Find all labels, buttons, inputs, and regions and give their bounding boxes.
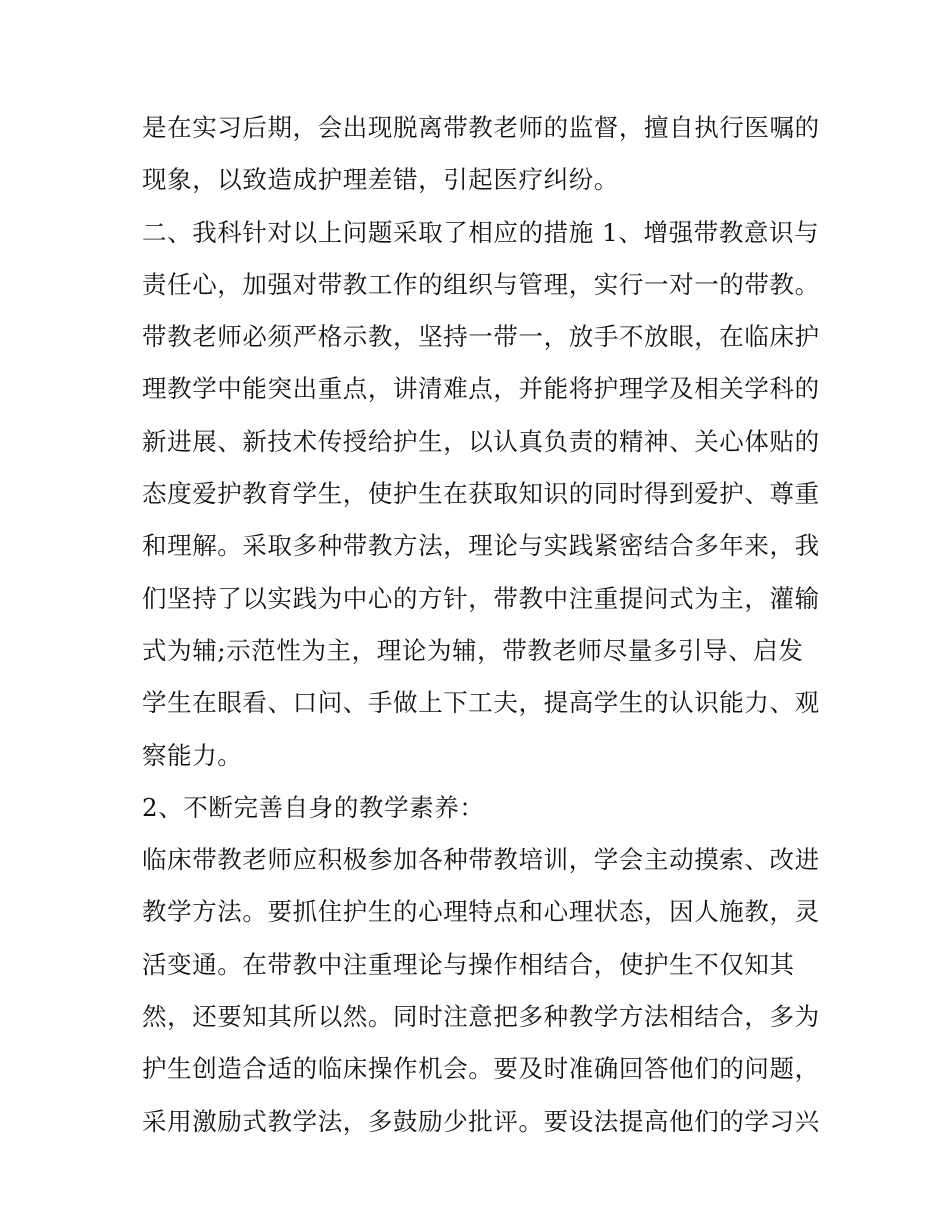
text-line: 式为辅;示范性为主，理论为辅，带教老师尽量多引导、启发 [142,635,804,665]
text-line: 二、我科针对以上问题采取了相应的措施 1、增强带教意识与 [142,217,820,247]
text-line: 教学方法。要抓住护生的心理特点和心理状态，因人施教，灵 [142,897,820,927]
text-line: 带教老师必须严格示教，坚持一带一，放手不放眼，在临床护 [142,322,820,352]
text-line: 采用激励式教学法，多鼓励少批评。要设法提高他们的学习兴 [142,1106,820,1136]
text-line: 是在实习后期，会出现脱离带教老师的监督，擅自执行医嘱的 [142,113,820,142]
text-line: 新进展、新技术传授给护生，以认真负责的精神、关心体贴的 [142,426,820,456]
text-line: 们坚持了以实践为中心的方针，带教中注重提问式为主，灌输 [142,583,820,613]
text-line: 学生在眼看、口问、手做上下工夫，提高学生的认识能力、观 [142,688,820,718]
section-heading: 2、不断完善自身的教学素养： [142,792,485,822]
text-line: 理教学中能突出重点，讲清难点，并能将护理学及相关学科的 [142,374,820,404]
text-line: 责任心，加强对带教工作的组织与管理，实行一对一的带教。 [142,269,820,299]
text-line: 态度爱护教育学生，使护生在获取知识的同时得到爱护、尊重 [142,479,820,509]
text-line: 护生创造合适的临床操作机会。要及时准确回答他们的问题， [142,1054,820,1084]
text-line: 和理解。采取多种带教方法，理论与实践紧密结合多年来，我 [142,531,820,561]
text-line: 现象，以致造成护理差错，引起医疗纠纷。 [142,165,619,195]
text-line: 察能力。 [142,740,243,770]
text-line: 临床带教老师应积极参加各种带教培训，学会主动摸索、改进 [142,845,820,875]
document-body [142,102,822,1148]
text-line: 然，还要知其所以然。同时注意把多种教学方法相结合，多为 [142,1002,820,1032]
text-line: 活变通。在带教中注重理论与操作相结合，使护生不仅知其 [142,949,795,979]
